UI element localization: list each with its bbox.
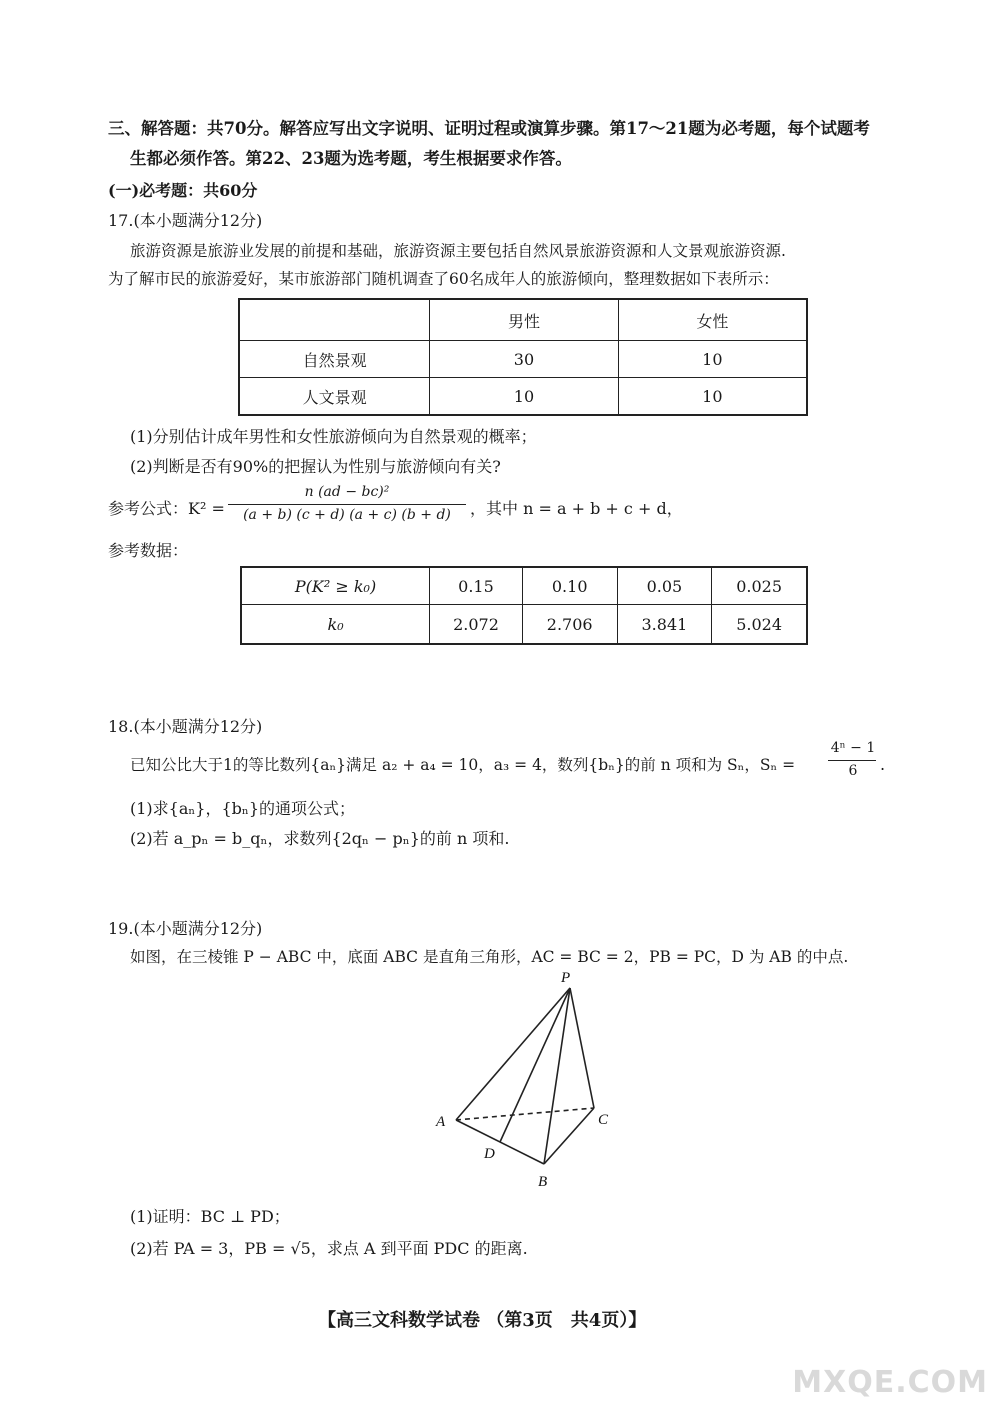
q17-contingency-table	[238, 298, 808, 416]
edge-pc	[570, 988, 594, 1108]
edge-ac-hidden	[456, 1108, 594, 1120]
table-header-male: 男性	[430, 299, 618, 341]
q18-fraction-numerator: 4ⁿ − 1	[830, 740, 876, 756]
page-footer: 【高三文科数学试卷 （第3页 共4页）】	[318, 1310, 647, 1331]
formula-fraction-bar	[228, 504, 466, 505]
critical-table-cell: 2.072	[430, 605, 523, 645]
q17-label: 17.(本小题满分12分)	[108, 211, 263, 230]
section-heading-line2: 生都必须作答。第22、23题为选考题，考生根据要求作答。	[130, 149, 572, 168]
table-cell: 10	[618, 378, 807, 416]
critical-table-k-label: k₀	[241, 605, 430, 645]
q18-period: .	[880, 755, 886, 774]
table-cell: 10	[430, 378, 618, 416]
q18-statement: 已知公比大于1的等比数列{aₙ}满足 a₂ + a₄ = 10，a₃ = 4，数列{bₙ}的前 n 项和为 Sₙ，Sₙ =	[130, 756, 796, 774]
q19-subquestion-1: (1)证明：BC ⊥ PD；	[130, 1207, 290, 1226]
table-header-female: 女性	[618, 299, 807, 341]
section-heading-line1: 三、解答题：共70分。解答应写出文字说明、证明过程或演算步骤。第17～21题为必考题，每个试题考	[108, 119, 870, 138]
q18-fraction-denominator: 6	[848, 763, 858, 779]
critical-table-p-label: P(K² ≥ k₀)	[241, 567, 430, 605]
formula-numerator: n (ad − bc)²	[304, 484, 390, 500]
critical-table-cell: 0.05	[617, 567, 712, 605]
critical-table-cell: 5.024	[712, 605, 807, 645]
q18-subquestion-1: (1)求{aₙ}，{bₙ}的通项公式；	[130, 799, 356, 818]
vertex-label-d: D	[484, 1146, 495, 1162]
vertex-label-c: C	[598, 1112, 609, 1128]
q18-subquestion-2: (2)若 a_pₙ = b_qₙ，求数列{2qₙ − pₙ}的前 n 项和.	[130, 829, 510, 848]
table-cell: 10	[618, 341, 807, 378]
table-cell: 30	[430, 341, 618, 378]
formula-prefix: 参考公式：K² =	[108, 499, 225, 518]
q18-fraction-bar	[828, 760, 876, 761]
part1-heading: (一)必考题：共60分	[108, 181, 258, 200]
critical-table-cell: 0.10	[522, 567, 617, 605]
q17-intro-line2: 为了解市民的旅游爱好，某市旅游部门随机调查了60名成年人的旅游倾向，整理数据如下表所示：	[108, 270, 779, 288]
vertex-label-p: P	[561, 970, 571, 986]
critical-table-cell: 0.15	[430, 567, 523, 605]
reference-data-label: 参考数据：	[108, 541, 189, 560]
formula-suffix: ，其中 n = a + b + c + d，	[470, 499, 683, 518]
q17-intro-line1: 旅游资源是旅游业发展的前提和基础，旅游资源主要包括自然风景旅游资源和人文景观旅游资源.	[130, 242, 786, 260]
q19-statement: 如图，在三棱锥 P − ABC 中，底面 ABC 是直角三角形，AC = BC = 2，PB = PC，D 为 AB 的中点.	[130, 948, 849, 966]
table-row-label: 人文景观	[239, 378, 430, 416]
critical-value-table	[240, 566, 808, 645]
q19-label: 19.(本小题满分12分)	[108, 919, 263, 938]
q19-subquestion-2: (2)若 PA = 3，PB = √5，求点 A 到平面 PDC 的距离.	[130, 1239, 528, 1258]
q17-subquestion-2: (2)判断是否有90%的把握认为性别与旅游倾向有关?	[130, 457, 501, 476]
table-row-label: 自然景观	[239, 341, 430, 378]
vertex-label-a: A	[436, 1114, 446, 1130]
tetrahedron-figure	[420, 968, 630, 1198]
watermark-logo: MXQE.COM	[792, 1365, 988, 1400]
table-header-corner	[239, 299, 430, 341]
edge-ab	[456, 1120, 544, 1164]
critical-table-cell: 2.706	[522, 605, 617, 645]
q17-subquestion-1: (1)分别估计成年男性和女性旅游倾向为自然景观的概率；	[130, 427, 537, 446]
vertex-label-b: B	[538, 1174, 548, 1190]
q18-label: 18.(本小题满分12分)	[108, 717, 263, 736]
critical-table-cell: 3.841	[617, 605, 712, 645]
edge-pd	[500, 988, 570, 1142]
critical-table-cell: 0.025	[712, 567, 807, 605]
formula-denominator: (a + b) (c + d) (a + c) (b + d)	[243, 507, 451, 523]
